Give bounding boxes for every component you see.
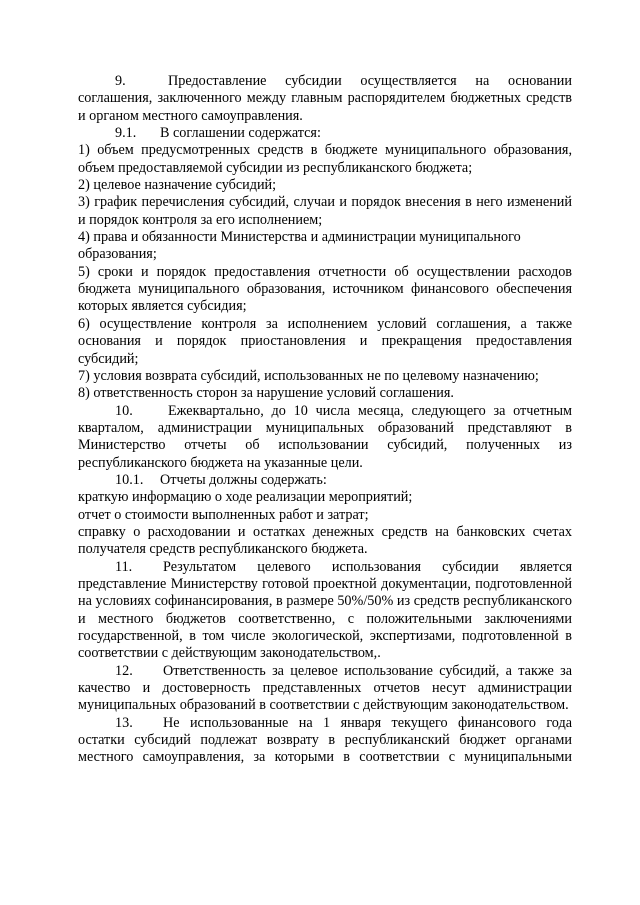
list-item-2: 2) целевое назначение субсидий;	[78, 177, 277, 194]
item-number: 12.	[115, 662, 133, 679]
item-number: 11.	[115, 558, 133, 575]
paragraph-text: Ответственность за целевое использование субсидий, а также за качество и достоверность представленных отчетов несут администрации муниципальных образований в соответствии с действующим законодательством.	[78, 662, 572, 714]
paragraph-text: Результатом целевого использования субсидии является представление Министерству готовой проектной документации, подготовленной на условиях софинансирования, в размере 50%/50% из средств республиканского и местного бюджетов соответственно, с положительными заключениями государственной, в том числе экологической, экспертизами, подготовленной в соответствии с действующим законодательством,.	[78, 558, 572, 662]
list-item-1: 1) объем предусмотренных средств в бюджете муниципального образования, объем предоставляемой субсидии из республиканского бюджета;	[78, 142, 572, 176]
item-number: 9.	[115, 73, 126, 89]
item-number: 13.	[115, 714, 133, 731]
paragraph-11	[78, 559, 572, 663]
list-item-3: 3) график перечисления субсидий, случаи и порядок внесения в него изменений и порядок контроля за его исполнением;	[78, 194, 572, 228]
item-number: 10.1.	[115, 471, 144, 488]
paragraph-text: В соглашении содержатся:	[160, 125, 321, 142]
report-item-1: краткую информацию о ходе реализации мероприятий;	[78, 489, 413, 506]
paragraph-9-1	[78, 125, 572, 142]
list-item-7: 7) условия возврата субсидий, использованных не по целевому назначению;	[78, 367, 539, 384]
list-item-5: 5) сроки и порядок предоставления отчетности об осуществлении расходов бюджета муниципального образования, источником финансового обеспечения которых является субсидия;	[78, 263, 572, 315]
paragraph-text: Не использованные на 1 января текущего финансового года остатки субсидий подлежат возврату в республиканский бюджет органами местного самоуправления, за которыми в соответствии с муниципальными	[78, 714, 572, 766]
list-item-6: 6) осуществление контроля за исполнением условий соглашения, а также основания и порядок приостановления и прекращения предоставления субсидий;	[78, 315, 572, 367]
list-item-8: 8) ответственность сторон за нарушение условий соглашения.	[78, 385, 454, 402]
paragraph-text: Отчеты должны содержать:	[160, 471, 327, 488]
document-body	[78, 73, 572, 767]
item-number: 10.	[115, 402, 133, 419]
paragraph-9	[78, 73, 572, 125]
paragraph-10	[78, 403, 572, 472]
report-item-2: отчет о стоимости выполненных работ и затрат;	[78, 506, 369, 523]
paragraph-text: Предоставление субсидии осуществляется на основании соглашения, заключенного между главным распорядителем бюджетных средств и органом местного самоуправления.	[78, 73, 572, 124]
list-item-4: 4) права и обязанности Министерства и администрации муниципального образования;	[78, 229, 521, 263]
item-number: 9.1.	[115, 125, 137, 142]
report-item-3: справку о расходовании и остатках денежных средств на банковских счетах получателя средств республиканского бюджета.	[78, 523, 572, 558]
paragraph-10-1	[78, 472, 572, 489]
paragraph-12	[78, 663, 572, 715]
paragraph-13	[78, 715, 572, 767]
paragraph-text: Ежеквартально, до 10 числа месяца, следующего за отчетным кварталом, администрации муниципальных образований представляют в Министерство отчеты об использовании субсидий, полученных из республиканского бюджета на указанные цели.	[78, 402, 572, 471]
